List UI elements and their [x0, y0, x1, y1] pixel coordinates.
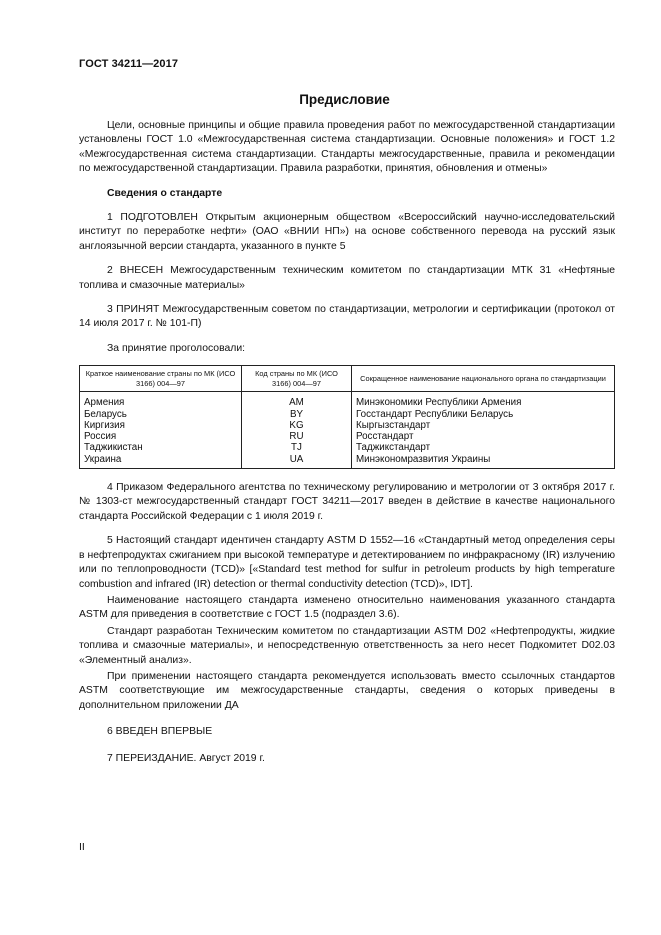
code-cell: TJ [242, 442, 352, 453]
national-body-cell: Росстандарт [352, 431, 615, 442]
national-body-cell: Кыргызстандарт [352, 420, 615, 431]
table-row [80, 420, 615, 431]
table-row [80, 454, 615, 469]
code-cell: UA [242, 454, 352, 469]
table-row [80, 392, 615, 409]
table-row [80, 431, 615, 442]
code-cell: BY [242, 409, 352, 420]
header-country: Краткое наименование страны по МК (ИСО 3166) 004—97 [80, 366, 242, 392]
item-4-paragraph: 4 Приказом Федерального агентства по техническому регулированию и метрологии от 3 октября 2017 г. № 1303-ст межгосударственный стандарт ГОСТ 34211—2017 введен в действие в качестве национального стандарта Российской Федерации с 1 июля 2019 г. [79, 482, 615, 522]
code-cell: AM [242, 392, 352, 409]
document-code-header: ГОСТ 34211—2017 [79, 58, 179, 70]
item-5-committee: Стандарт разработан Техническим комитетом по стандартизации ASTM D02 «Нефтепродукты, жидкие топлива и смазочные материалы», и непосредственную ответственность за него несет Подкомитет D02.03 «Элементный анализ». [79, 625, 615, 666]
item-5-name-change: Наименование настоящего стандарта изменено относительно наименования указанного стандарта ASTM для приведения в соответствие с ГОСТ 1.5 (подраздел 3.6). [79, 594, 615, 621]
foreword-body [79, 119, 615, 766]
voted-label: За принятие проголосовали: [107, 342, 246, 354]
country-cell: Россия [80, 431, 242, 442]
country-cell: Армения [80, 392, 242, 409]
national-body-cell: Госстандарт Республики Беларусь [352, 409, 615, 420]
header-code: Код страны по МК (ИСО 3166) 004—97 [242, 366, 352, 392]
country-cell: Украина [80, 454, 242, 469]
national-body-cell: Минэкономразвития Украины [352, 454, 615, 469]
table-header-row [80, 366, 615, 392]
item-1-paragraph: 1 ПОДГОТОВЛЕН Открытым акционерным обществом «Всероссийский научно-исследовательский институт по переработке нефти» (ОАО «ВНИИ НП») на основе собственного перевода на русский язык англоязычной версии стандарта, указанного в пункте 5 [79, 212, 615, 252]
table-row [80, 409, 615, 420]
code-cell: KG [242, 420, 352, 431]
table-row [80, 442, 615, 453]
page-title: Предисловие [299, 92, 390, 107]
national-body-cell: Таджикстандарт [352, 442, 615, 453]
country-cell: Беларусь [80, 409, 242, 420]
country-cell: Киргизия [80, 420, 242, 431]
item-7-paragraph: 7 ПЕРЕИЗДАНИЕ. Август 2019 г. [107, 752, 265, 764]
national-body-cell: Минэкономики Республики Армения [352, 392, 615, 409]
item-5-references: При применении настоящего стандарта рекомендуется использовать вместо ссылочных стандартов ASTM соответствующие им межгосударственные стандарты, сведения о которых приведены в дополнительном приложении ДА [79, 670, 615, 711]
item-2-paragraph: 2 ВНЕСЕН Межгосударственным техническим комитетом по стандартизации МТК 31 «Нефтяные топлива и смазочные материалы» [79, 265, 615, 291]
intro-paragraph: Цели, основные принципы и общие правила проведения работ по межгосударственной стандартизации установлены ГОСТ 1.0 «Межгосударственная система стандартизации. Основные положения» и ГОСТ 1.2 «Межгосударственная система стандартизации. Стандарты межгосударственные, правила и рекомендации по межгосударственной стандартизации. Правила разработки, принятия, обновления и отмены» [79, 120, 615, 175]
item-3-paragraph: 3 ПРИНЯТ Межгосударственным советом по стандартизации, метрологии и сертификации (протокол от 14 июля 2017 г. № 101-П) [79, 304, 615, 330]
voting-table [79, 365, 615, 469]
country-cell: Таджикистан [80, 442, 242, 453]
header-national-body: Сокращенное наименование национального органа по стандартизации [352, 366, 615, 392]
page-number: II [79, 841, 85, 853]
section-heading: Сведения о стандарте [107, 187, 223, 199]
code-cell: RU [242, 431, 352, 442]
item-6-paragraph: 6 ВВЕДЕН ВПЕРВЫЕ [107, 726, 213, 738]
item-5-paragraph: 5 Настоящий стандарт идентичен стандарту ASTM D 1552—16 «Стандартный метод определения серы в нефтепродуктах сжиганием при высокой температуре и детектированием по инфракрасному (IR) излучению или по теплопроводности (TCD)» [«Standard test method for sulfur in petroleum products by high temperature combustion and infrared (IR) detection or thermal conductivity detection (TCD)», IDT]. [79, 535, 615, 590]
